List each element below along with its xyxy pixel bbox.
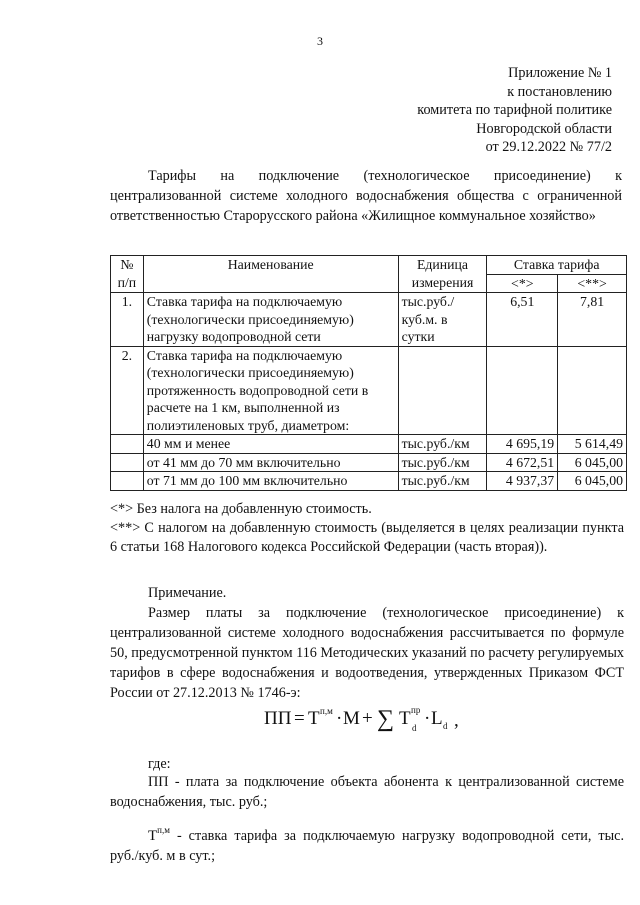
row-rate-without-vat (487, 346, 558, 435)
appendix-line: Приложение № 1 (508, 65, 612, 81)
definitions (110, 772, 624, 874)
row-rate-without-vat: 4 672,51 (487, 453, 558, 472)
table-subrow (111, 472, 627, 491)
formula (264, 698, 524, 738)
header-no: № п/п (111, 256, 144, 293)
formula-l-sub: d (443, 721, 448, 731)
row-rate-with-vat: 6 045,00 (558, 453, 627, 472)
explanation-paragraph (110, 603, 624, 703)
row-number (111, 435, 144, 454)
formula-t2-sub: d (412, 723, 417, 733)
row-name: 40 мм и менее (143, 435, 398, 454)
page-number: 3 (317, 34, 323, 48)
row-name: от 41 мм до 70 мм включительно (143, 453, 398, 472)
header-unit: Единица измерения (398, 256, 487, 293)
paragraph-text: Размер платы за подключение (технологическое присоединение) к централизованной системе холодного водоснабжения рассчитывается по формуле 50, предусмотренной пунктом 116 Методических указаний по расчету регулируемых тарифов в сфере водоснабжения и водоотведения, утвержденных Приказом ФСТ России от 27.12.2013 № 1746-э: (110, 605, 624, 701)
note-heading: Примечание. (148, 585, 227, 601)
row-rate-with-vat: 6 045,00 (558, 472, 627, 491)
row-rate-with-vat (558, 346, 627, 435)
formula-m: М (343, 708, 360, 729)
table-subrow (111, 435, 627, 454)
formula-equals: = (294, 708, 305, 729)
formula-dot1: · (336, 708, 343, 729)
row-name: от 71 мм до 100 мм включительно (143, 472, 398, 491)
formula-l: L (431, 708, 443, 729)
formula-comma: , (454, 710, 459, 731)
note-with-vat: <**> С налогом на добавленную стоимость (выделяется в целях реализации пункта 6 статьи 168 Налогового кодекса Российской Федерации (часть вторая)). (110, 520, 624, 555)
definition-text: - ставка тарифа за подключаемую нагрузку водопроводной сети, тыс. руб./куб. м в сут.; (110, 828, 624, 864)
appendix-line: комитета по тарифной политике (417, 102, 612, 119)
header-name: Наименование (143, 256, 398, 293)
table-row (111, 346, 627, 435)
row-number (111, 453, 144, 472)
row-unit: тыс.руб./км (398, 435, 487, 454)
row-rate-with-vat: 7,81 (558, 293, 627, 347)
definition-tpm (110, 820, 624, 866)
table-subrow (111, 453, 627, 472)
row-unit: тыс.руб./км (398, 453, 487, 472)
row-rate-with-vat: 5 614,49 (558, 435, 627, 454)
row-name: Ставка тарифа на подключаемую (технологически присоединяемую) нагрузку водопроводной сети (143, 293, 398, 347)
row-rate-without-vat: 4 937,37 (487, 472, 558, 491)
tariff-table (110, 255, 627, 491)
definition-symbol-sup: п,м (157, 825, 170, 835)
header-rate: Ставка тарифа (487, 256, 627, 275)
appendix-block (417, 64, 612, 157)
table-row (111, 293, 627, 347)
formula-svg (264, 698, 524, 738)
note-without-vat: <*> Без налога на добавленную стоимость. (110, 501, 372, 517)
row-rate-without-vat: 4 695,19 (487, 435, 558, 454)
formula-dot2: · (424, 708, 431, 729)
appendix-line: к постановлению (507, 83, 612, 100)
formula-t2: Т (399, 708, 411, 729)
header-rate-without-vat: <*> (487, 274, 558, 293)
document-title (110, 166, 622, 226)
formula-t1: Т (308, 708, 320, 729)
row-number: 1. (111, 293, 144, 347)
formula-t1-sup: п,м (320, 706, 333, 716)
table-header-row (111, 256, 627, 275)
definition-symbol: Т (148, 828, 158, 844)
row-unit: тыс.руб./ куб.м. в сутки (398, 293, 487, 347)
formula-sum: ∑ (377, 706, 395, 732)
definition-pp: ПП - плата за подключение объекта абонента к централизованной системе водоснабжения, тыс. руб.; (110, 774, 624, 810)
title-text: Тарифы на подключение (технологическое присоединение) к централизованной системе холодного водоснабжения общества с ограниченной ответственностью Старорусского района «Жилищное коммунальное хозяйство» (110, 168, 622, 224)
formula-plus: + (362, 708, 373, 729)
formula-t2-sup: пр (411, 705, 421, 715)
row-name: Ставка тарифа на подключаемую (технологически присоединяемую) протяженность водопроводной сети в расчете на 1 км, выполненной из полиэтиленовых труб, диаметром: (143, 346, 398, 435)
table-notes (110, 500, 624, 557)
header-rate-with-vat: <**> (558, 274, 627, 293)
row-unit (398, 346, 487, 435)
where-label: где: (148, 756, 171, 772)
appendix-line: от 29.12.2022 № 77/2 (485, 139, 612, 156)
row-unit: тыс.руб./км (398, 472, 487, 491)
row-rate-without-vat: 6,51 (487, 293, 558, 347)
formula-lhs: ПП (264, 708, 292, 729)
row-number: 2. (111, 346, 144, 435)
row-number (111, 472, 144, 491)
appendix-line: Новгородской области (476, 120, 612, 137)
